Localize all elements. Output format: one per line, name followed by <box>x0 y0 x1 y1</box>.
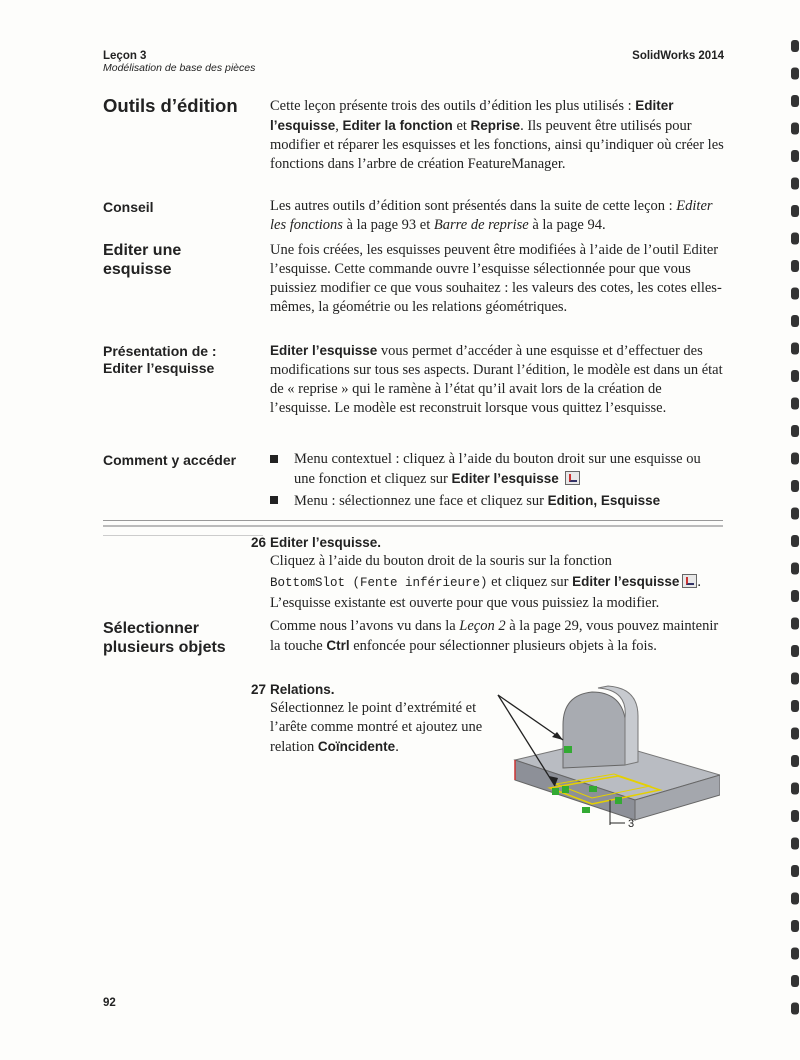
access-list <box>270 450 725 511</box>
text: Cette leçon présente trois des outils d’édition les plus utilisés : <box>270 98 632 114</box>
bold-term: Ctrl <box>326 638 350 653</box>
text: enfoncée pour sélectionner plusieurs objets à la fois. <box>349 638 657 654</box>
section-body-outils <box>270 96 725 174</box>
binding-hole <box>791 233 799 245</box>
text: vous permet d’accéder à une esquisse et d’effectuer des modifications sur tous ses aspects. Durant l’édition, le modèle est dans un état de « reprise » qui le ramène à l’état qu’il avait lors de la création de l’esquisse. Le modèle est reconstruit lorsque vous quittez l’esquisse. <box>270 343 723 416</box>
binding-hole <box>791 838 799 850</box>
bold-term: Coïncidente <box>317 739 396 754</box>
bold-term: Editer l’esquisse <box>270 98 674 133</box>
section-heading-acceder: Comment y accéder <box>103 452 237 468</box>
running-header-left <box>103 50 255 74</box>
page-number: 92 <box>103 997 116 1009</box>
binding-hole <box>791 288 799 300</box>
binding-hole <box>791 40 799 52</box>
binding-hole <box>791 150 799 162</box>
list-item <box>270 491 725 511</box>
text: Sélectionnez le point d’extrémité et l’arête comme montré et ajoutez une relation <box>270 700 483 755</box>
binding-hole <box>791 673 799 685</box>
text: Les autres outils d’édition sont présentés dans la suite de cette leçon : <box>270 198 677 214</box>
binding-hole <box>791 755 799 767</box>
section-divider <box>103 525 723 527</box>
binding-hole <box>791 783 799 795</box>
text: et cliquez sur <box>487 574 573 590</box>
text: L’esquisse existante est ouverte pour que vous puissiez la modifier. <box>270 595 660 611</box>
heading-line: Editer l’esquisse <box>103 360 215 376</box>
section-heading-selection: Sélectionner plusieurs objets <box>103 620 226 656</box>
binding-hole <box>791 590 799 602</box>
section-heading-presentation <box>103 343 263 377</box>
step-title: Editer l’esquisse. <box>270 535 382 550</box>
product-name: SolidWorks 2014 <box>632 50 724 62</box>
text: . Ils peuvent être utilisés pour modifier et réparer les esquisses et les fonctions, ainsi qu’indiquer où créer les fonctions dans l’arbre de création FeatureManager. <box>270 118 724 172</box>
edit-sketch-icon <box>682 574 697 588</box>
text: Menu contextuel : cliquez à l’aide du bouton droit sur une esquisse ou une fonction et cliquez sur <box>294 451 701 487</box>
bullet-square-icon <box>270 455 278 463</box>
relation-marker-icon <box>615 797 622 804</box>
relation-marker-icon <box>562 786 569 793</box>
binding-hole <box>791 260 799 272</box>
part-illustration <box>470 680 720 845</box>
binding-hole <box>791 398 799 410</box>
cross-reference: Barre de reprise <box>433 217 529 233</box>
binding-hole <box>791 178 799 190</box>
binding-hole <box>791 343 799 355</box>
feature-name: BottomSlot (Fente inférieure) <box>270 576 488 590</box>
step-line <box>270 571 725 594</box>
binding-hole <box>791 535 799 547</box>
bullet-square-icon <box>270 496 278 504</box>
bold-term: Editer l’esquisse <box>451 471 559 486</box>
binding-hole <box>791 480 799 492</box>
text: à la page 29, vous pouvez maintenir la touche <box>270 618 719 654</box>
heading-line: Présentation de : <box>103 343 217 359</box>
lesson-label: Leçon 3 <box>103 50 147 62</box>
binding-hole <box>791 618 799 630</box>
section-body-selection <box>270 617 725 656</box>
binding-hole <box>791 95 799 107</box>
relation-marker-icon <box>589 786 597 792</box>
section-divider <box>103 520 723 521</box>
section-body-acceder <box>270 450 725 513</box>
text: Menu : sélectionnez une face et cliquez sur <box>294 493 548 509</box>
binding-hole <box>791 865 799 877</box>
spiral-binding <box>788 30 800 1030</box>
edit-sketch-icon <box>565 471 580 485</box>
binding-hole <box>791 68 799 80</box>
bold-term: Editer la fonction <box>342 118 453 133</box>
binding-hole <box>791 370 799 382</box>
section-body-presentation <box>270 341 725 418</box>
step-number: 27 <box>250 682 266 697</box>
binding-hole <box>791 810 799 822</box>
bold-term: Edition, Esquisse <box>547 493 661 508</box>
section-heading-conseil: Conseil <box>103 199 154 215</box>
callout-number: 3 <box>628 818 635 830</box>
step-26 <box>270 533 725 613</box>
section-heading-outils: Outils d’édition <box>103 95 238 116</box>
binding-hole <box>791 563 799 575</box>
bold-term: Editer l’esquisse <box>270 343 378 358</box>
binding-hole <box>791 453 799 465</box>
relation-marker-icon <box>582 807 590 813</box>
binding-hole <box>791 425 799 437</box>
lesson-subtitle: Modélisation de base des pièces <box>103 62 256 74</box>
section-heading-editer: Editer une esquisse <box>103 242 182 278</box>
binding-hole <box>791 728 799 740</box>
step-title: Relations. <box>270 682 335 697</box>
binding-hole <box>791 645 799 657</box>
binding-hole <box>791 700 799 712</box>
binding-hole <box>791 975 799 987</box>
upright-front-face <box>563 692 625 768</box>
text: Cliquez à l’aide du bouton droit de la souris sur la fonction <box>270 553 612 569</box>
binding-hole <box>791 123 799 135</box>
section-body-conseil <box>270 197 725 235</box>
text: et <box>452 118 471 134</box>
binding-hole <box>791 920 799 932</box>
section-divider <box>103 535 263 536</box>
binding-hole <box>791 508 799 520</box>
text: . <box>395 739 399 755</box>
cross-reference: Editer les fonctions <box>270 198 713 233</box>
step-number: 26 <box>250 535 266 550</box>
binding-hole <box>791 205 799 217</box>
bold-term: Reprise <box>470 118 521 133</box>
text: à la page 93 et <box>342 217 434 233</box>
relation-marker-icon <box>564 746 572 753</box>
binding-hole <box>791 1003 799 1015</box>
relation-marker-icon <box>552 788 559 795</box>
text: Comme nous l’avons vu dans la <box>270 618 460 634</box>
text: à la page 94. <box>528 217 606 233</box>
binding-hole <box>791 948 799 960</box>
text: , <box>335 118 343 134</box>
pointer-arrow <box>498 695 563 740</box>
binding-hole <box>791 893 799 905</box>
cross-reference: Leçon 2 <box>459 618 506 634</box>
section-body-editer: Une fois créées, les esquisses peuvent être modifiées à l’aide de l’outil Editer l’esquisse. Cette commande ouvre l’esquisse sélectionnée pour que vous puissiez modifier ce que vous souhaitez : les valeurs des cotes, les cotes elles-mêmes, la géométrie ou les relations géométriques. <box>270 242 722 315</box>
bold-term: Editer l’esquisse <box>572 574 680 589</box>
list-item <box>270 450 725 489</box>
binding-hole <box>791 315 799 327</box>
text: . <box>697 574 702 590</box>
